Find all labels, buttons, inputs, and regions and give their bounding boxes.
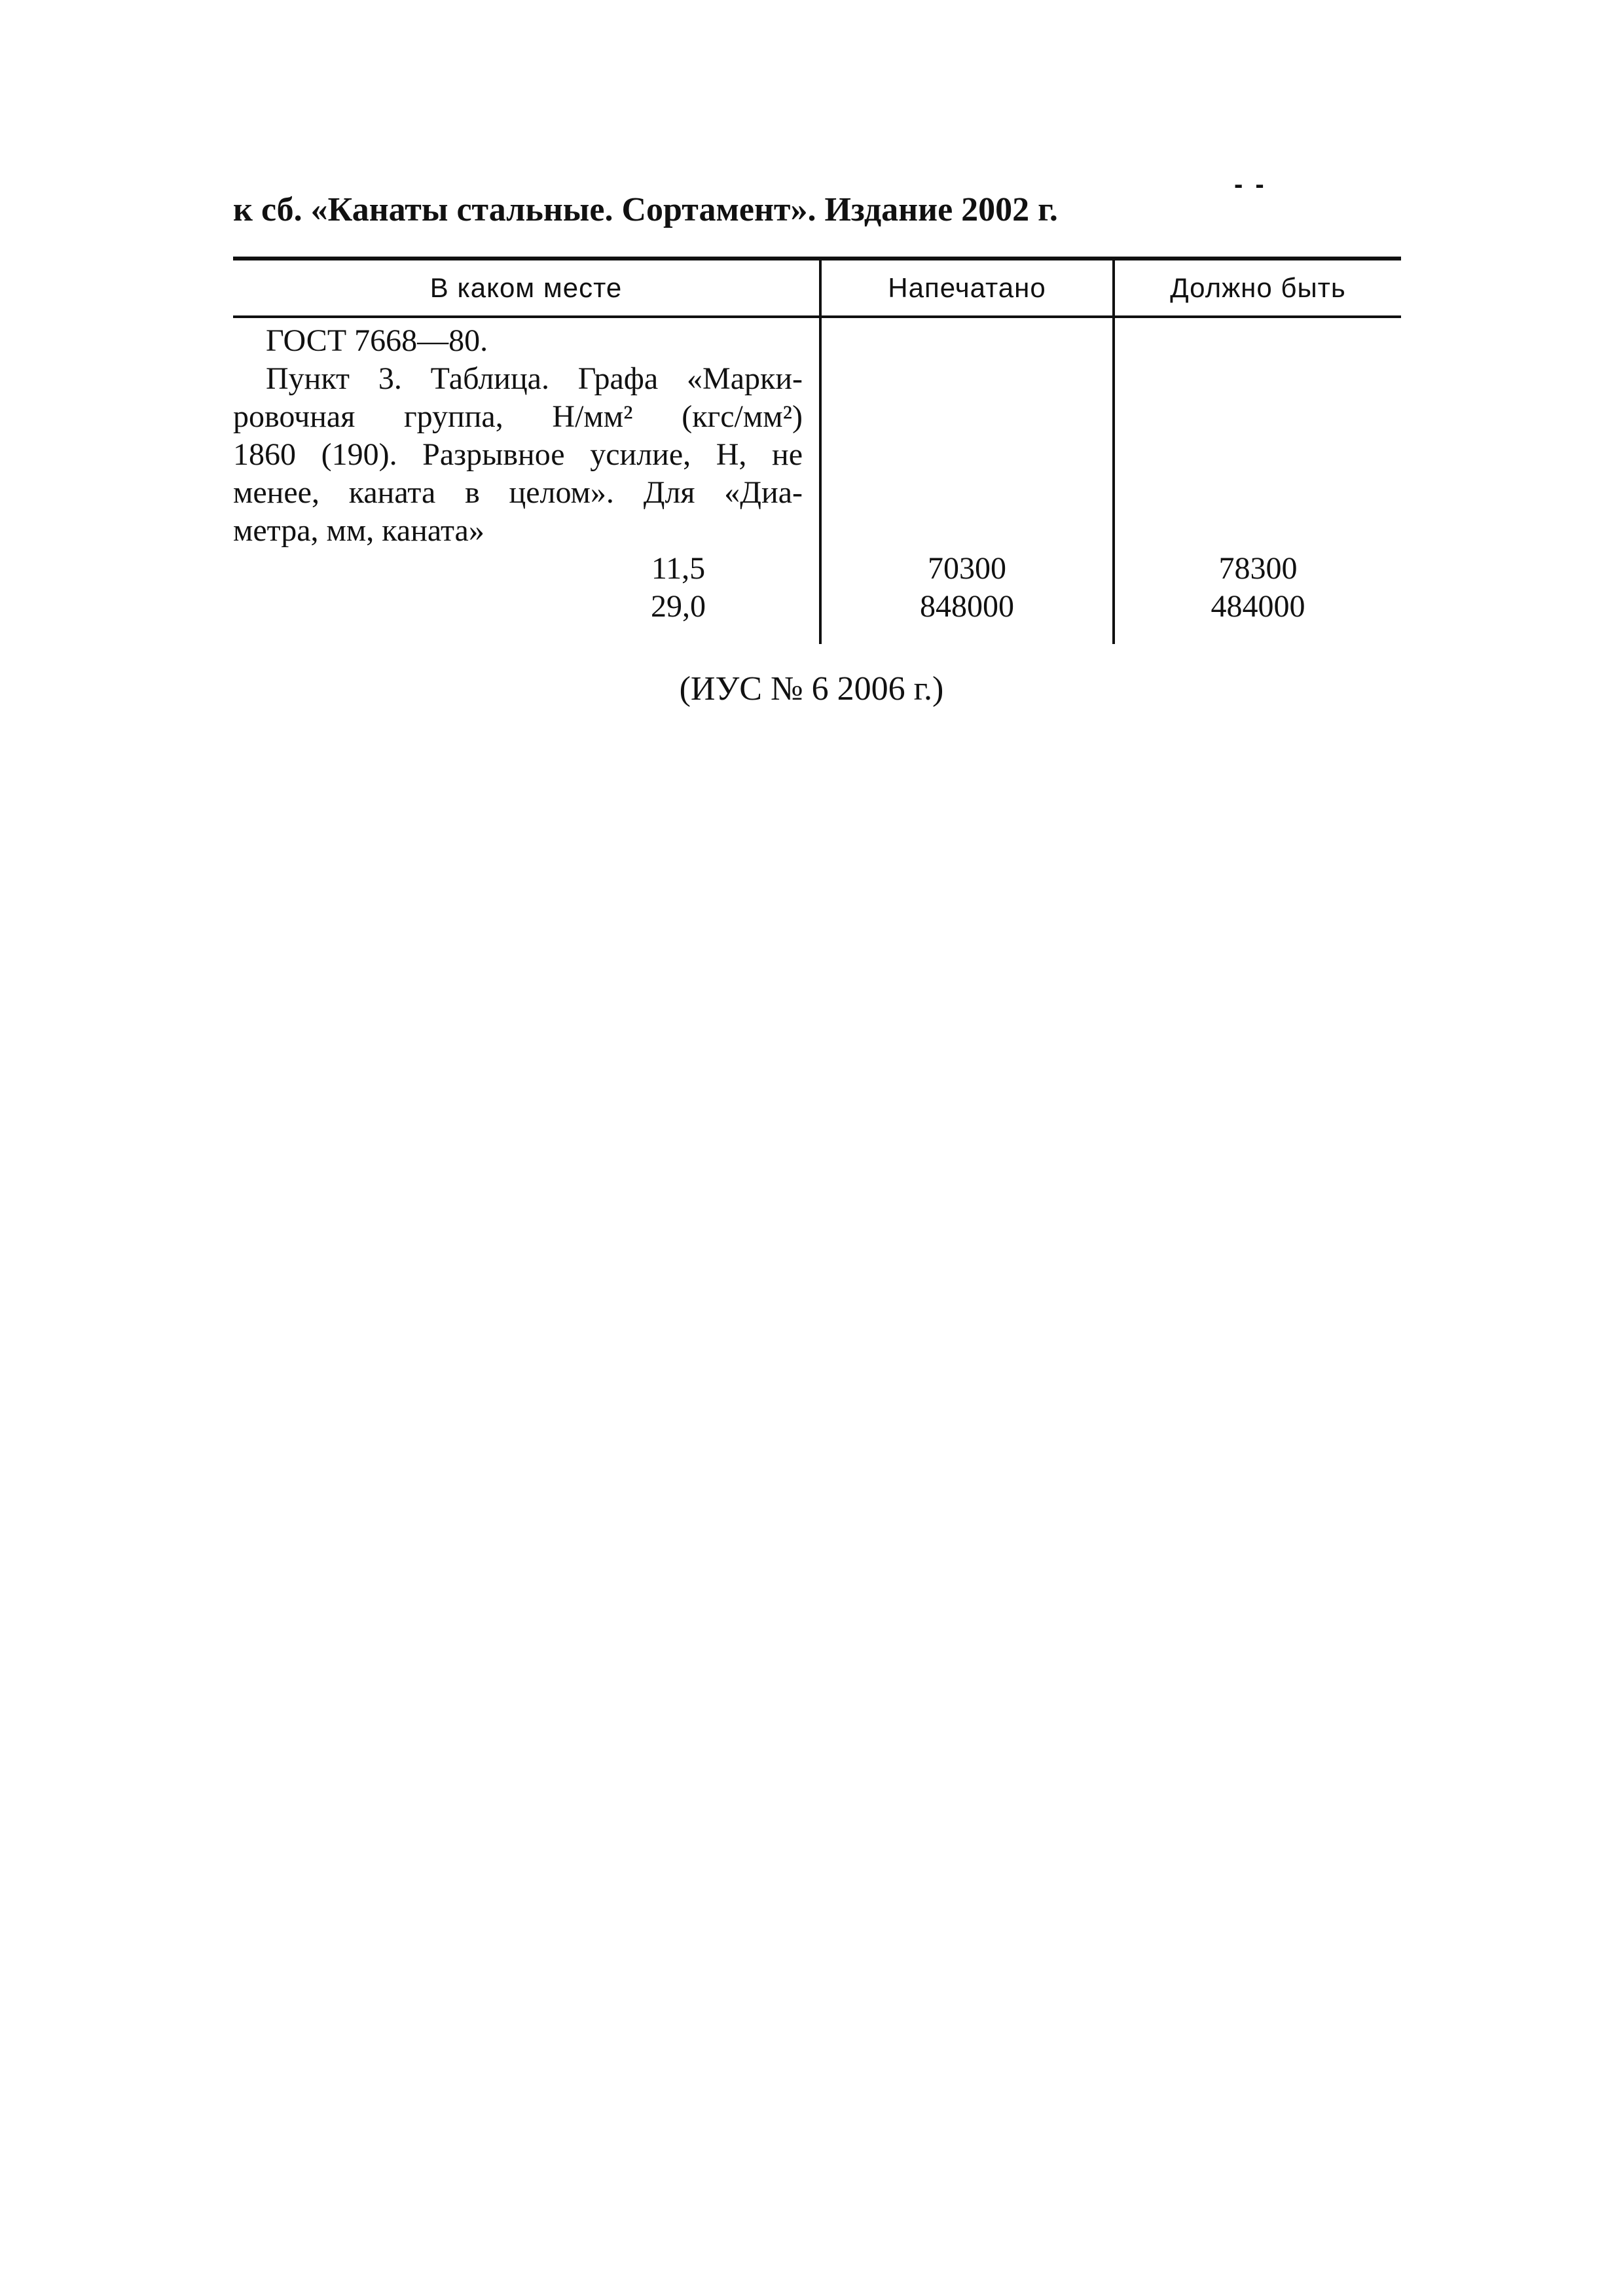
description-line: ровочная группа, Н/мм² (кгс/мм²) (233, 399, 803, 434)
description-line: метра, мм, каната» (233, 513, 484, 548)
table-cell-should-be: 78300 (1218, 551, 1298, 586)
table-cell-printed: 848000 (920, 589, 1014, 624)
corner-mark: - - (1234, 170, 1267, 199)
column-header-should-be: Должно быть (1170, 272, 1346, 303)
table-header-rule (233, 315, 1401, 318)
source-reference: (ИУС № 6 2006 г.) (679, 670, 944, 708)
corrections-table (233, 257, 1401, 645)
table-cell-printed: 70300 (928, 551, 1006, 586)
column-header-location: В каком месте (429, 272, 623, 303)
table-cell-diameter: 29,0 (651, 589, 706, 624)
column-header-printed: Напечатано (888, 272, 1046, 303)
description-line: менее, каната в целом». Для «Диа- (233, 475, 803, 510)
description-line: Пункт 3. Таблица. Графа «Марки- (266, 361, 803, 396)
table-cell-diameter: 11,5 (651, 551, 706, 586)
description-line: ГОСТ 7668—80. (266, 323, 488, 358)
table-cell-should-be: 484000 (1211, 589, 1305, 624)
description-line: 1860 (190). Разрывное усилие, Н, не (233, 437, 803, 472)
page-heading: к сб. «Канаты стальные. Сортамент». Издание 2002 г. (233, 191, 1058, 228)
location-description (233, 322, 803, 550)
